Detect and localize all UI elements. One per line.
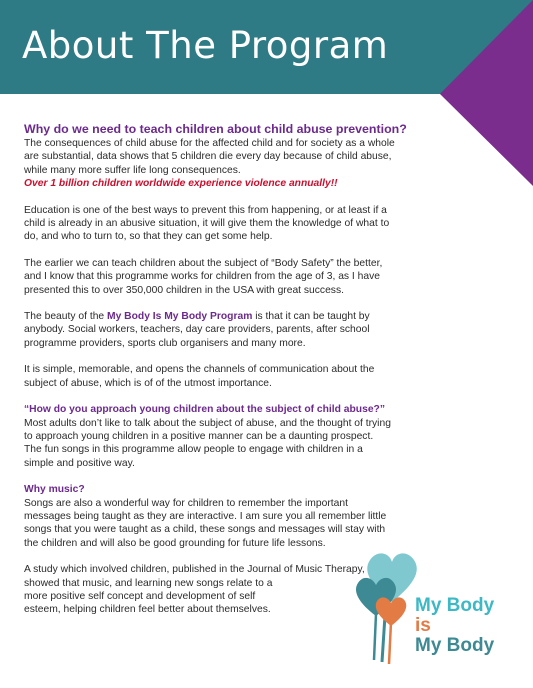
p4-before: The beauty of the [24,311,108,323]
corner-triangle [440,0,533,190]
p5-line-1: It is simple, memorable, and opens the channels of communication about the [24,364,375,376]
p2-line-1: Education is one of the best ways to prevent this from happening, or at least if a [24,204,387,216]
p1-line-2: are substantial, data shows that 5 children die every day because of child abuse, [24,151,392,163]
p8-line-1: A study which involved children, published in the Journal of Music Therapy, [24,564,365,576]
p4-line-3: programme providers, sports club organisers and many more. [24,337,306,349]
p2-line-3: do, and who to turn to, so that they can get some help. [24,231,273,243]
p7-line-3: songs that you were taught as a child, these songs and messages will stay with [24,524,386,536]
p5-line-2: subject of abuse, which is of of the utmost importance. [24,377,272,389]
page-title: About The Program [22,24,389,67]
p6-line-1: Most adults don’t like to talk about the subject of abuse, and the thought of trying [24,417,391,429]
purple-triangle [440,0,533,186]
p6-line-3: The fun songs in this programme allow people to engage with children in a [24,444,363,456]
p1-line-3: while many more suffer life long consequences. [24,164,241,176]
logo-line-2: is [415,615,431,636]
program-name: My Body Is My Body Program [107,311,253,323]
p7-line-4: the children and will also be good grounding for future life lessons. [24,537,326,549]
p8-line-3: more positive self concept and development of self [24,590,256,602]
music-heading: Why music? [24,484,85,496]
logo-line-1: My Body [415,595,495,616]
p4-line-1 [24,310,438,323]
p8-line-2: showed that music, and learning new songs relate to a [24,577,273,589]
p3-line-2: and I know that this programme works for children from the age of 3, as I have [24,271,380,283]
p1-line-1: The consequences of child abuse for the affected child and for society as a whole [24,138,395,149]
p6-line-2: to approach young children in a positive manner can be a daunting prospect. [24,430,374,442]
violence-statistic: Over 1 billion children worldwide experience violence annually!! [24,178,338,190]
p4-line-2: anybody. Social workers, teachers, day care providers, parents, after school [24,324,370,336]
p6-line-4: simple and positive way. [24,457,135,469]
p4-after: is that it can be taught by [252,311,370,323]
p7-line-2: messages being taught as they are interactive. I am sure you all remember little [24,510,387,522]
p7-line-1: Songs are also a wonderful way for children to remember the important [24,497,348,509]
logo-text [415,596,494,656]
p2-line-2: child is already in an abusive situation, it will give them the knowledge of what to [24,218,390,230]
p3-line-1: The earlier we can teach children about the subject of “Body Safety” the better, [24,257,383,269]
p3-line-3: presented this to over 350,000 children in the USA with great success. [24,284,344,296]
why-heading: Why do we need to teach children about child abuse prevention? [24,122,407,136]
p8-line-4: esteem, helping children feel better about themselves. [24,604,271,616]
logo-line-3: My Body [415,635,495,656]
approach-heading: “How do you approach young children about the subject of child abuse?” [24,404,385,416]
